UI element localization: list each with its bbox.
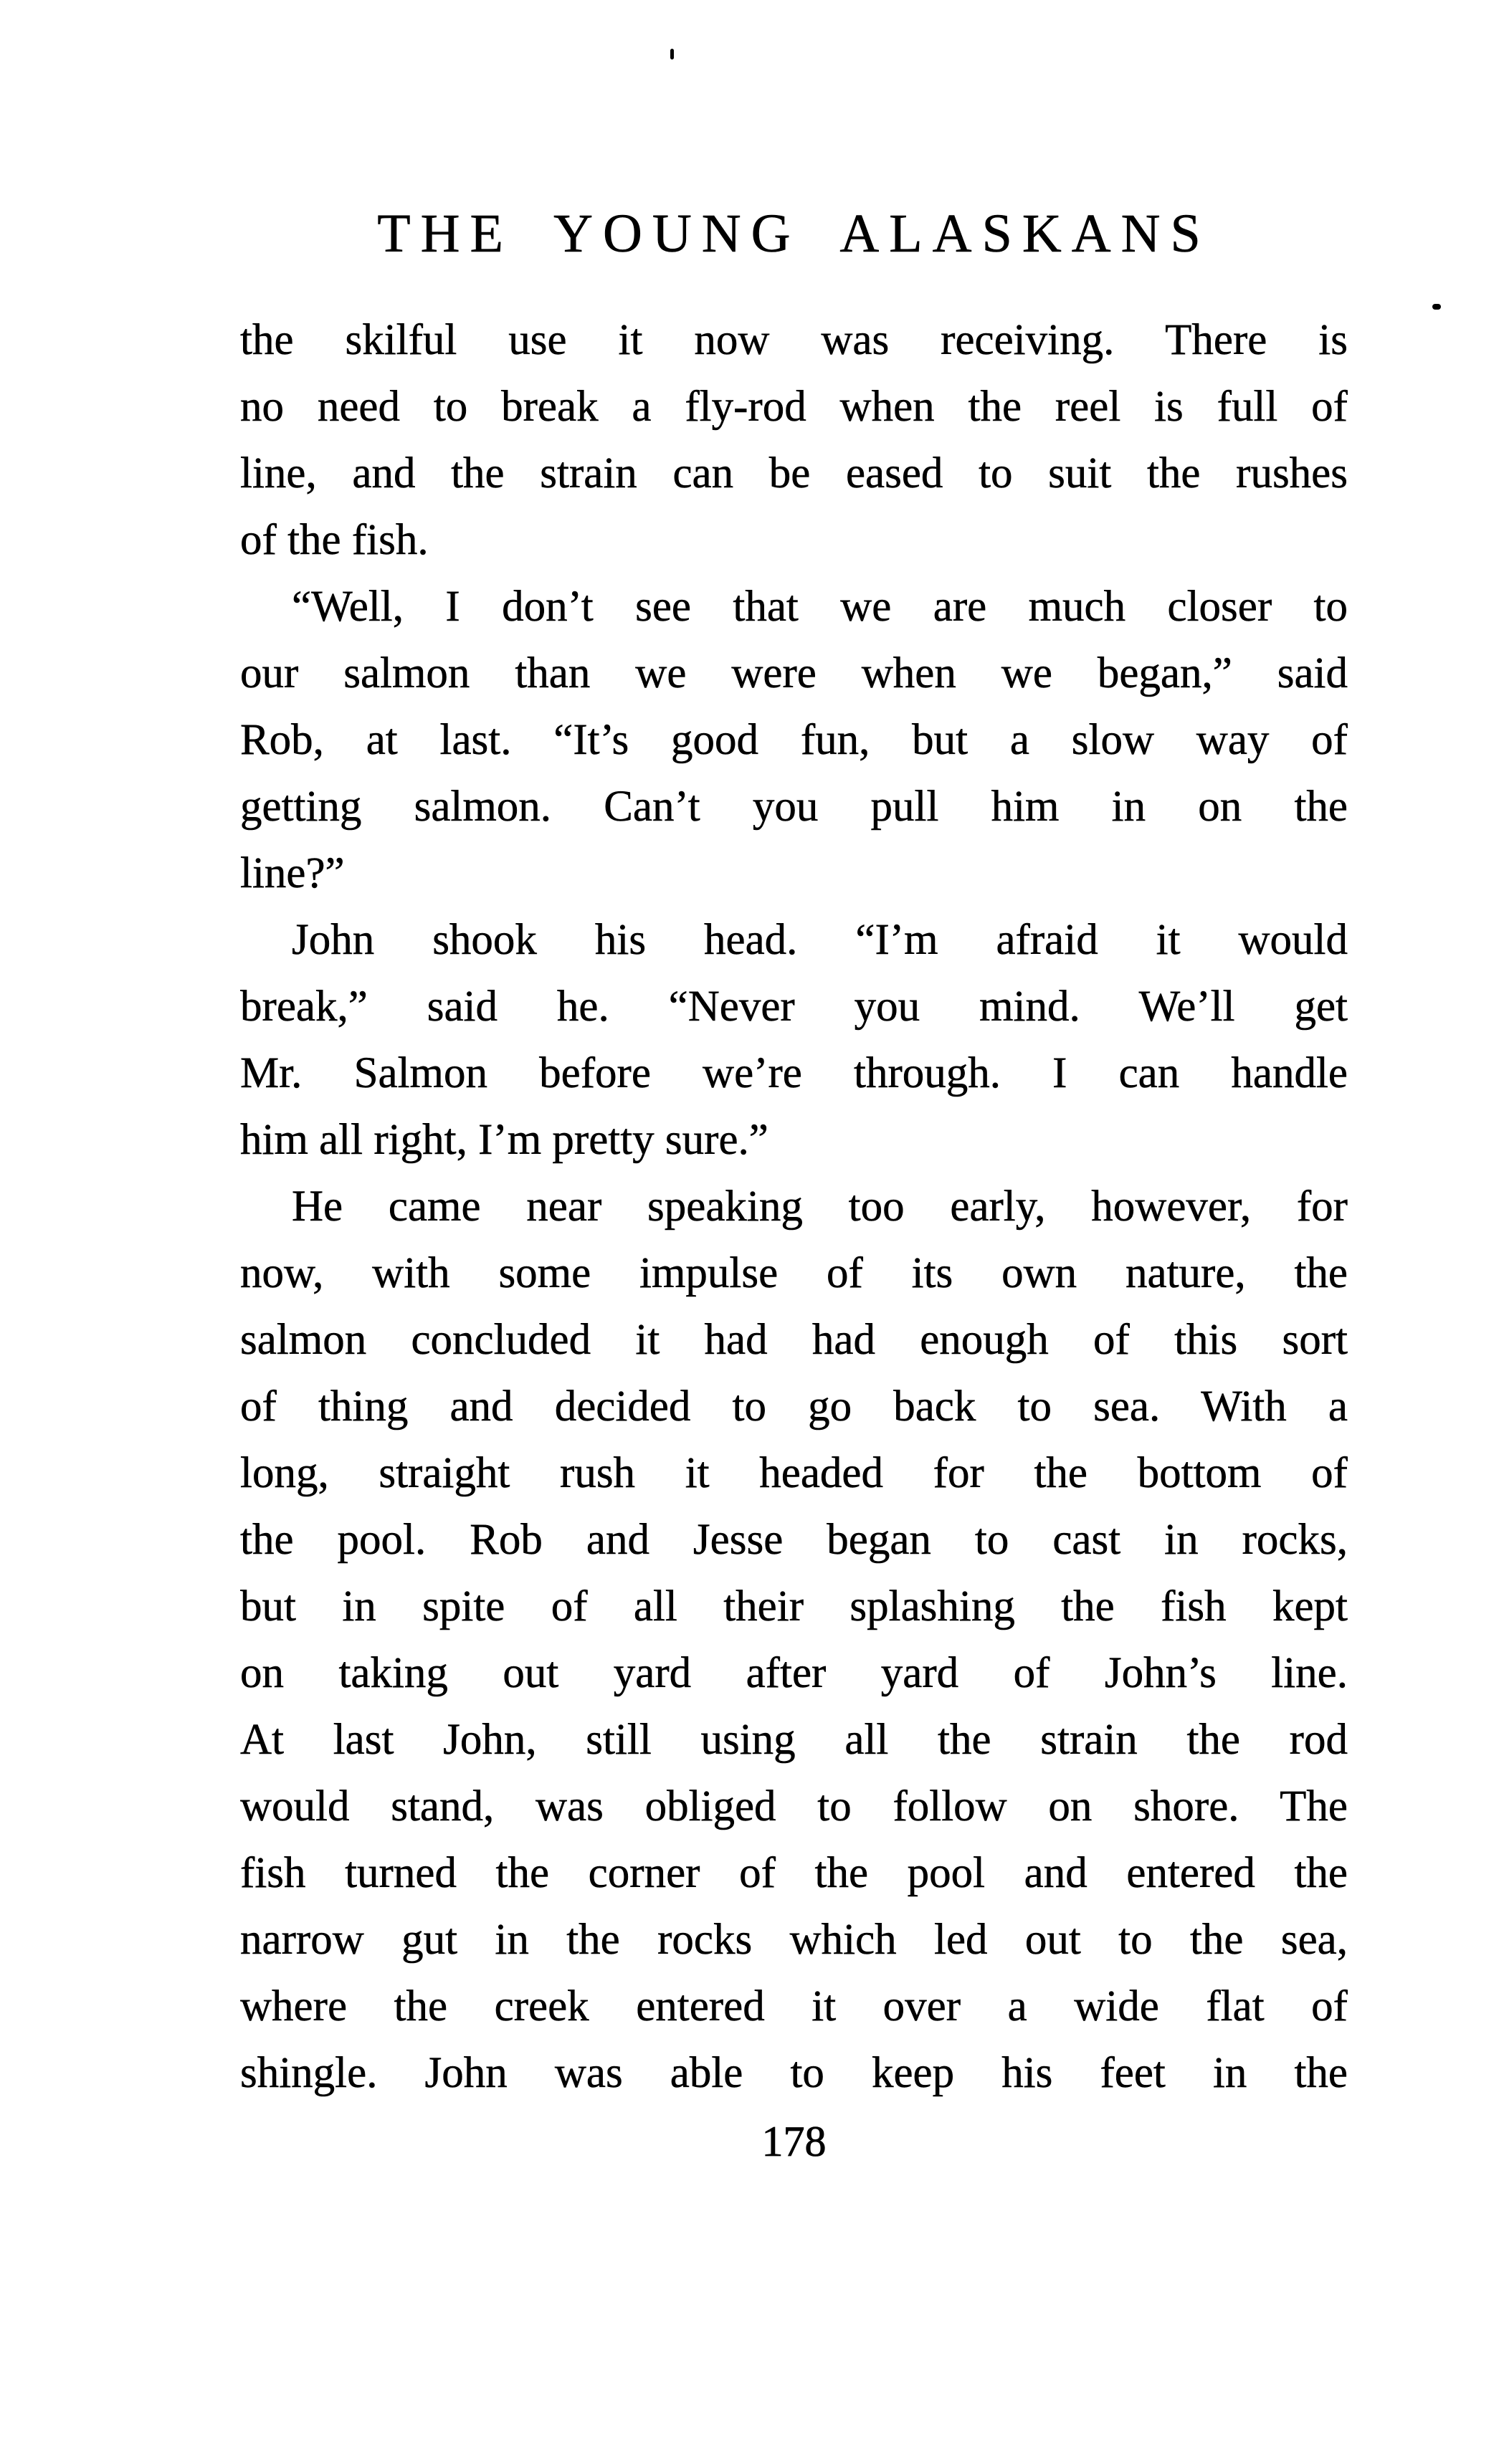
text-line: on taking out yard after yard of John’s line. [240, 1649, 1348, 1697]
body-text [240, 307, 1348, 2106]
text-line: line?” [240, 849, 345, 897]
text-line: getting salmon. Can’t you pull him in on the [240, 783, 1348, 831]
text-line: now, with some impulse of its own nature, the [240, 1249, 1348, 1297]
text-line: long, straight rush it headed for the bottom of [240, 1449, 1348, 1497]
text-line: no need to break a fly-rod when the reel is full of [240, 383, 1348, 431]
text-line: of the fish. [240, 516, 429, 564]
text-line: John shook his head. “I’m afraid it would [292, 916, 1348, 964]
text-line: fish turned the corner of the pool and entered the [240, 1849, 1348, 1897]
text-line: where the creek entered it over a wide flat of [240, 1982, 1348, 2030]
text-line: Mr. Salmon before we’re through. I can handle [240, 1049, 1348, 1097]
scan-speck-right [1432, 304, 1441, 310]
text-line: but in spite of all their splashing the fish kept [240, 1582, 1348, 1630]
text-line: line, and the strain can be eased to suit the rushes [240, 449, 1348, 497]
text-line: him all right, I’m pretty sure.” [240, 1116, 768, 1164]
paragraph [240, 573, 1348, 907]
text-line: He came near speaking too early, however, for [292, 1183, 1348, 1231]
text-line: Rob, at last. “It’s good fun, but a slow way of [240, 716, 1348, 764]
text-line: “Well, I don’t see that we are much closer to [292, 583, 1348, 631]
text-line: would stand, was obliged to follow on shore. The [240, 1782, 1348, 1830]
paragraph [240, 307, 1348, 573]
text-line: narrow gut in the rocks which led out to the sea, [240, 1916, 1348, 1964]
text-line: the skilful use it now was receiving. There is [240, 316, 1348, 364]
text-line: shingle. John was able to keep his feet in the [240, 2049, 1348, 2097]
running-header: THE YOUNG ALASKANS [377, 204, 1211, 264]
scan-speck-top [670, 49, 674, 59]
text-line: salmon concluded it had had enough of this sort [240, 1316, 1348, 1364]
text-line: the pool. Rob and Jesse began to cast in rocks, [240, 1516, 1348, 1564]
paragraph [240, 907, 1348, 1173]
paragraph [240, 1173, 1348, 2106]
page-number: 178 [761, 2118, 827, 2165]
text-line: At last John, still using all the strain the rod [240, 1716, 1348, 1764]
text-line: break,” said he. “Never you mind. We’ll get [240, 983, 1348, 1031]
text-line: of thing and decided to go back to sea. With a [240, 1383, 1348, 1431]
text-line: our salmon than we were when we began,” said [240, 649, 1348, 697]
